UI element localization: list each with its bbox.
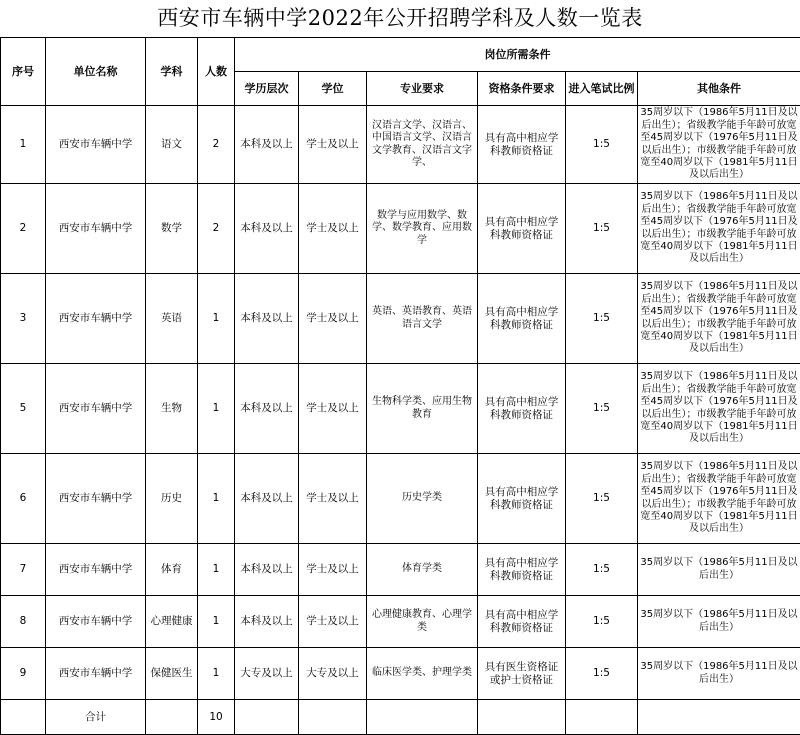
- row-degree: 学士及以上: [299, 364, 367, 454]
- row-subject: 语文: [146, 106, 198, 184]
- row-count: 1: [198, 648, 235, 700]
- row-ratio: 1:5: [566, 544, 638, 596]
- row-degree: 学士及以上: [299, 454, 367, 544]
- row-qualification: 具有高中相应学科教师资格证: [478, 364, 566, 454]
- row-other: 35周岁以下（1986年5月11日及以后出生）；省级教学能手年龄可放宽至45周岁以下（1976年5月11日及以后出生）；市级教学能手年龄可放宽至40周岁以下（1981年5月11日及以后出生）: [638, 274, 800, 364]
- row-subject: 英语: [146, 274, 198, 364]
- row-no: 2: [1, 184, 46, 274]
- header-count: 人数: [198, 38, 235, 106]
- header-no: 序号: [1, 38, 46, 106]
- table-row: [1, 274, 800, 364]
- header-education: 学历层次: [235, 72, 299, 106]
- page-title: 西安市车辆中学2022年公开招聘学科及人数一览表: [0, 0, 800, 37]
- row-subject: 数学: [146, 184, 198, 274]
- row-other: 35周岁以下（1986年5月11日及以后出生）；省级教学能手年龄可放宽至45周岁以下（1976年5月11日及以后出生）；市级教学能手年龄可放宽至40周岁以下（1981年5月11日及以后出生）: [638, 454, 800, 544]
- row-subject: 心理健康: [146, 596, 198, 648]
- row-major: 心理健康教育、心理学类: [367, 596, 478, 648]
- row-education: 本科及以上: [235, 364, 299, 454]
- total-empty-cell: [1, 700, 46, 735]
- row-count: 1: [198, 364, 235, 454]
- row-count: 2: [198, 106, 235, 184]
- table-row: [1, 364, 800, 454]
- row-count: 1: [198, 544, 235, 596]
- row-education: 本科及以上: [235, 274, 299, 364]
- row-unit: 西安市车辆中学: [46, 648, 146, 700]
- row-qualification: 具有高中相应学科教师资格证: [478, 106, 566, 184]
- row-degree: 学士及以上: [299, 274, 367, 364]
- row-degree: 学士及以上: [299, 544, 367, 596]
- header-ratio: 进入笔试比例: [566, 72, 638, 106]
- row-ratio: 1:5: [566, 454, 638, 544]
- header-other: 其他条件: [638, 72, 800, 106]
- row-major: 英语、英语教育、英语语言文学: [367, 274, 478, 364]
- row-count: 2: [198, 184, 235, 274]
- total-label: 合计: [46, 700, 146, 735]
- row-major: 生物科学类、应用生物教育: [367, 364, 478, 454]
- row-education: 本科及以上: [235, 544, 299, 596]
- row-unit: 西安市车辆中学: [46, 184, 146, 274]
- row-major: 汉语言文学、汉语言、中国语言文学、汉语言文学教育、汉语言文字学、: [367, 106, 478, 184]
- row-education: 本科及以上: [235, 184, 299, 274]
- total-empty-cell: [235, 700, 299, 735]
- row-degree: 学士及以上: [299, 184, 367, 274]
- table-row: [1, 648, 800, 700]
- header-qualification: 资格条件要求: [478, 72, 566, 106]
- row-education: 大专及以上: [235, 648, 299, 700]
- row-no: 6: [1, 454, 46, 544]
- header-conditions: 岗位所需条件: [235, 38, 800, 72]
- total-empty-cell: [478, 700, 566, 735]
- table-row: [1, 454, 800, 544]
- row-degree: 大专及以上: [299, 648, 367, 700]
- row-major: 历史学类: [367, 454, 478, 544]
- row-degree: 学士及以上: [299, 106, 367, 184]
- total-empty-cell: [638, 700, 800, 735]
- total-row: [1, 700, 800, 735]
- row-education: 本科及以上: [235, 106, 299, 184]
- row-qualification: 具有医生资格证或护士资格证: [478, 648, 566, 700]
- row-no: 7: [1, 544, 46, 596]
- row-education: 本科及以上: [235, 454, 299, 544]
- row-ratio: 1:5: [566, 364, 638, 454]
- row-no: 1: [1, 106, 46, 184]
- table-row: [1, 184, 800, 274]
- table-row: [1, 544, 800, 596]
- row-qualification: 具有高中相应学科教师资格证: [478, 184, 566, 274]
- row-unit: 西安市车辆中学: [46, 454, 146, 544]
- row-unit: 西安市车辆中学: [46, 274, 146, 364]
- total-empty-cell: [566, 700, 638, 735]
- table-row: [1, 596, 800, 648]
- total-empty-cell: [299, 700, 367, 735]
- row-qualification: 具有高中相应学科教师资格证: [478, 596, 566, 648]
- row-subject: 历史: [146, 454, 198, 544]
- row-qualification: 具有高中相应学科教师资格证: [478, 274, 566, 364]
- row-other: 35周岁以下（1986年5月11日及以后出生）: [638, 596, 800, 648]
- row-count: 1: [198, 274, 235, 364]
- row-major: 数学与应用数学、数学、数学教育、应用数学: [367, 184, 478, 274]
- total-empty-cell: [146, 700, 198, 735]
- row-ratio: 1:5: [566, 184, 638, 274]
- row-qualification: 具有高中相应学科教师资格证: [478, 544, 566, 596]
- row-ratio: 1:5: [566, 648, 638, 700]
- row-ratio: 1:5: [566, 274, 638, 364]
- row-no: 3: [1, 274, 46, 364]
- table-row: [1, 106, 800, 184]
- row-count: 1: [198, 596, 235, 648]
- row-unit: 西安市车辆中学: [46, 544, 146, 596]
- header-subject: 学科: [146, 38, 198, 106]
- row-unit: 西安市车辆中学: [46, 364, 146, 454]
- recruitment-table: [0, 37, 800, 735]
- row-unit: 西安市车辆中学: [46, 596, 146, 648]
- row-subject: 体育: [146, 544, 198, 596]
- row-ratio: 1:5: [566, 106, 638, 184]
- row-degree: 学士及以上: [299, 596, 367, 648]
- total-empty-cell: [367, 700, 478, 735]
- row-education: 本科及以上: [235, 596, 299, 648]
- row-unit: 西安市车辆中学: [46, 106, 146, 184]
- row-other: 35周岁以下（1986年5月11日及以后出生）；省级教学能手年龄可放宽至45周岁以下（1976年5月11日及以后出生）；市级教学能手年龄可放宽至40周岁以下（1981年5月11日及以后出生）: [638, 184, 800, 274]
- row-no: 8: [1, 596, 46, 648]
- row-other: 35周岁以下（1986年5月11日及以后出生）: [638, 544, 800, 596]
- total-count: 10: [198, 700, 235, 735]
- row-ratio: 1:5: [566, 596, 638, 648]
- header-unit: 单位名称: [46, 38, 146, 106]
- row-other: 35周岁以下（1986年5月11日及以后出生）: [638, 648, 800, 700]
- header-major: 专业要求: [367, 72, 478, 106]
- row-other: 35周岁以下（1986年5月11日及以后出生）；省级教学能手年龄可放宽至45周岁以下（1976年5月11日及以后出生）；市级教学能手年龄可放宽至40周岁以下（1981年5月11日及以后出生）: [638, 364, 800, 454]
- row-no: 9: [1, 648, 46, 700]
- row-qualification: 具有高中相应学科教师资格证: [478, 454, 566, 544]
- row-major: 体育学类: [367, 544, 478, 596]
- row-no: 5: [1, 364, 46, 454]
- row-major: 临床医学类、护理学类: [367, 648, 478, 700]
- row-subject: 保健医生: [146, 648, 198, 700]
- header-degree: 学位: [299, 72, 367, 106]
- row-other: 35周岁以下（1986年5月11日及以后出生）；省级教学能手年龄可放宽至45周岁以下（1976年5月11日及以后出生）；市级教学能手年龄可放宽至40周岁以下（1981年5月11日及以后出生）: [638, 106, 800, 184]
- row-subject: 生物: [146, 364, 198, 454]
- row-count: 1: [198, 454, 235, 544]
